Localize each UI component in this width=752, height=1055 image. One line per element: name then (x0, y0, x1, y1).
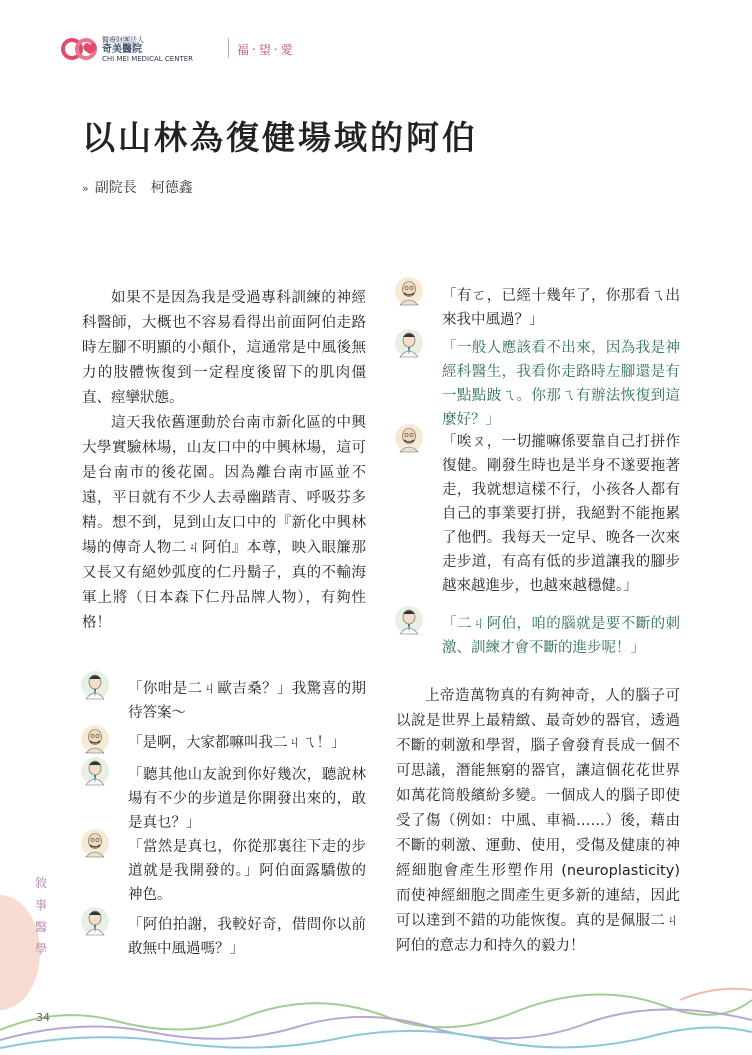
dialog-line: 「二ㄐ阿伯，咱的腦就是要不斷的刺激、訓練才會不斷的進步呢！」 (442, 616, 680, 656)
logo-org-line2: 奇美醫院 (102, 44, 142, 55)
left-paragraph-1: 如果不是因為我是受過專科訓練的神經科醫師，大概也不容易看得出前面阿伯走路時左腳不明顯的小顛仆，這通常是中風後無力的肢體恢復到一定程度後留下的肌肉僵直、痙攣狀態。 (82, 290, 366, 406)
dialog-line: 「唉ㄡ，一切攏嘛係要靠自己打拼作復健。剛發生時也是半身不遂要拖著走，我就想這樣不行，小孩各人都有自己的事業要打拼，我絕對不能拖累了他們。我每天一定早、晚各一次來走步道，有高有低的步道讓我的腳步越來越進步，也越來越穩健。」 (442, 434, 680, 594)
dialog-line: 「聽其他山友說到你好幾次，聽說林場有不少的步道是你開發出來的，敢是真乜？」 (128, 767, 366, 831)
logo-org-line1: 醫療財團法人 (102, 36, 144, 44)
dialog-line: 「一般人應該看不出來，因為我是神經科醫生，我看你走路時左腳還是有一點點跛ㄟ。你那ㄟ有辦法恢復到這麼好？」 (442, 340, 680, 428)
byline (82, 177, 193, 197)
logo-text (102, 36, 193, 63)
hospital-logo (60, 36, 100, 62)
header (60, 34, 360, 64)
header-divider (228, 38, 229, 58)
logo-org-line3: CHI MEI MEDICAL CENTER (102, 55, 194, 63)
byline-arrow-icon: » (82, 182, 89, 195)
doctor-avatar-icon (394, 328, 424, 358)
mountain-line-illustration (0, 960, 752, 1055)
left-paragraph-2: 這天我依舊運動於台南市新化區的中興大學實驗林場，山友口中的中興林場，這可是台南市的後花園。因為離台南市區並不遠，平日就有不少人去尋幽踏青、呼吸芬多精。想不到，見到山友口中的『新化中興林場的傳奇人物二ㄐ阿伯』本尊，映入眼簾那又長又有絕妙弧度的仁丹鬍子，真的不輸海軍上將（日本森下仁丹品牌人物），有夠性格！ (82, 415, 366, 631)
old-man-avatar-icon (394, 276, 424, 306)
old-man-avatar-icon (80, 724, 110, 754)
dialog-line: 「當然是真乜，你從那裏往下走的步道就是我開發的。」阿伯面露驕傲的神色。 (128, 839, 366, 903)
old-man-avatar-icon (394, 423, 424, 453)
old-man-avatar-icon (80, 828, 110, 858)
dialog-line: 「有ㄛ，已經十幾年了，你那看ㄟ出來我中風過？」 (442, 288, 680, 328)
dialog-line: 「阿伯拍謝，我較好奇，借問你以前敢無中風過嗎？」 (128, 917, 366, 957)
slogan: 福‧望‧愛 (237, 43, 296, 57)
doctor-avatar-icon (80, 756, 110, 786)
byline-author: 副院長 柯德鑫 (94, 180, 193, 196)
doctor-avatar-icon (80, 670, 110, 700)
dialog-line: 「你咁是二ㄐ歐吉桑？」我驚喜的期待答案～ (128, 681, 366, 721)
right-paragraph-1: 上帝造萬物真的有夠神奇，人的腦子可以說是世界上最精緻、最奇妙的器官，透過不斷的刺激和學習，腦子會發育長成一個不可思議，潛能無窮的器官，讓這個花花世界如萬花筒般繽紛多變。一個成人的腦子即使受了傷（例如：中風、車禍……）後，藉由不斷的刺激、運動、使用，受傷及健康的神經細胞會產生形塑作用 (neuroplasticity) 而使神經細胞之間產生更多新的連結，因此可以達到不錯的功能恢復。真的是佩服二ㄐ阿伯的意志力和持久的毅力！ (396, 688, 680, 954)
dialog-line: 「是啊，大家都嘛叫我二ㄐㄟ！」 (128, 735, 346, 751)
doctor-avatar-icon (80, 906, 110, 936)
doctor-avatar-icon (394, 605, 424, 635)
section-mark: 敘事醫學 (35, 876, 48, 956)
article-title: 以山林為復健場域的阿伯 (82, 118, 478, 157)
page-number: 34 (36, 1011, 50, 1024)
